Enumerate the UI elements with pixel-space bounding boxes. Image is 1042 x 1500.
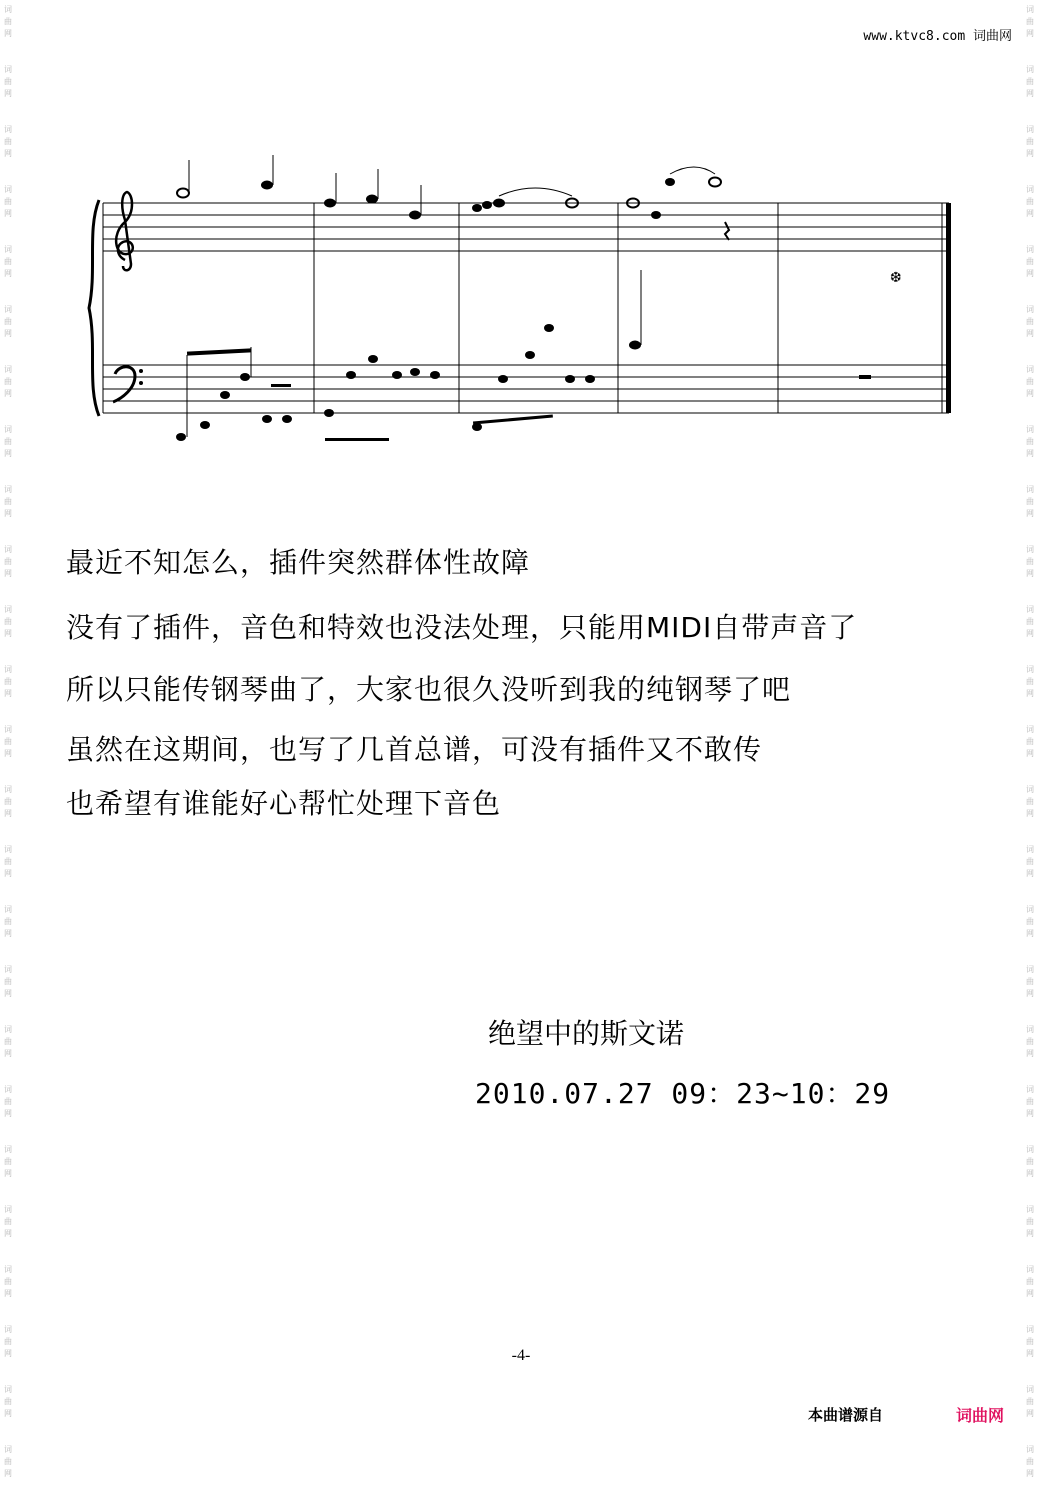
watermark-char: 曲 xyxy=(1026,1097,1034,1106)
watermark-unit xyxy=(1022,840,1038,900)
watermark-char: 网 xyxy=(1026,1169,1034,1178)
watermark-unit xyxy=(1022,780,1038,840)
watermark-char: 词 xyxy=(1026,245,1034,254)
watermark-char: 曲 xyxy=(4,1277,12,1286)
music-score xyxy=(85,160,965,460)
watermark-char: 曲 xyxy=(4,17,12,26)
watermark-char: 曲 xyxy=(1026,1277,1034,1286)
watermark-char: 曲 xyxy=(4,1397,12,1406)
watermark-char: 词 xyxy=(4,1325,12,1334)
watermark-char: 网 xyxy=(1026,89,1034,98)
watermark-unit xyxy=(1022,240,1038,300)
watermark-char: 网 xyxy=(4,209,12,218)
watermark-char: 曲 xyxy=(4,1097,12,1106)
watermark-char: 网 xyxy=(4,1229,12,1238)
watermark-char: 网 xyxy=(4,1109,12,1118)
body-line-3: 所以只能传钢琴曲了，大家也很久没听到我的纯钢琴了吧 xyxy=(66,673,792,706)
date-time: 2010.07.27 09：23~10：29 xyxy=(475,1077,891,1110)
watermark-char: 网 xyxy=(4,989,12,998)
watermark-unit xyxy=(1022,960,1038,1020)
watermark-char: 曲 xyxy=(4,377,12,386)
watermark-unit xyxy=(1022,480,1038,540)
watermark-char: 网 xyxy=(4,869,12,878)
watermark-char: 词 xyxy=(1026,965,1034,974)
watermark-char: 网 xyxy=(4,749,12,758)
watermark-char: 网 xyxy=(1026,1049,1034,1058)
watermark-char: 词 xyxy=(1026,785,1034,794)
watermark-char: 曲 xyxy=(1026,977,1034,986)
watermark-unit xyxy=(0,1200,16,1260)
watermark-char: 网 xyxy=(4,689,12,698)
watermark-char: 网 xyxy=(1026,689,1034,698)
watermark-unit xyxy=(0,0,16,60)
watermark-char: 曲 xyxy=(4,137,12,146)
watermark-unit xyxy=(0,720,16,780)
watermark-unit xyxy=(1022,60,1038,120)
watermark-char: 词 xyxy=(4,185,12,194)
watermark-char: 网 xyxy=(4,509,12,518)
watermark-unit xyxy=(0,1080,16,1140)
watermark-char: 网 xyxy=(4,629,12,638)
watermark-unit xyxy=(1022,720,1038,780)
watermark-unit xyxy=(0,180,16,240)
watermark-char: 网 xyxy=(4,1469,12,1478)
watermark-char: 词 xyxy=(4,305,12,314)
watermark-char: 词 xyxy=(4,365,12,374)
watermark-char: 词 xyxy=(4,665,12,674)
watermark-unit xyxy=(0,540,16,600)
watermark-char: 词 xyxy=(1026,65,1034,74)
watermark-unit xyxy=(1022,540,1038,600)
watermark-unit xyxy=(0,360,16,420)
watermark-char: 词 xyxy=(4,1205,12,1214)
watermark-char: 网 xyxy=(1026,1229,1034,1238)
author-signature: 绝望中的斯文诺 xyxy=(488,1017,685,1050)
watermark-char: 网 xyxy=(4,449,12,458)
watermark-char: 曲 xyxy=(1026,917,1034,926)
watermark-char: 词 xyxy=(1026,1205,1034,1214)
watermark-char: 词 xyxy=(1026,545,1034,554)
body-line-2: 没有了插件，音色和特效也没法处理，只能用MIDI自带声音了 xyxy=(66,611,858,644)
watermark-char: 词 xyxy=(4,605,12,614)
watermark-char: 网 xyxy=(4,1169,12,1178)
watermark-char: 词 xyxy=(4,245,12,254)
watermark-char: 词 xyxy=(4,5,12,14)
watermark-unit xyxy=(1022,300,1038,360)
watermark-unit xyxy=(1022,180,1038,240)
watermark-char: 词 xyxy=(4,1385,12,1394)
watermark-char: 网 xyxy=(1026,209,1034,218)
watermark-unit xyxy=(1022,900,1038,960)
watermark-char: 曲 xyxy=(4,917,12,926)
watermark-unit xyxy=(1022,120,1038,180)
watermark-char: 词 xyxy=(4,785,12,794)
watermark-char: 网 xyxy=(4,29,12,38)
watermark-char: 曲 xyxy=(1026,317,1034,326)
watermark-char: 曲 xyxy=(4,317,12,326)
watermark-char: 网 xyxy=(4,1349,12,1358)
watermark-char: 网 xyxy=(1026,509,1034,518)
watermark-unit xyxy=(1022,420,1038,480)
watermark-char: 词 xyxy=(1026,905,1034,914)
body-line-5: 也希望有谁能好心帮忙处理下音色 xyxy=(66,787,502,820)
svg-text:❆: ❆ xyxy=(890,270,902,286)
watermark-char: 词 xyxy=(4,65,12,74)
watermark-char: 曲 xyxy=(4,77,12,86)
watermark-unit xyxy=(0,900,16,960)
watermark-unit xyxy=(0,1440,16,1500)
watermark-char: 网 xyxy=(1026,749,1034,758)
watermark-char: 网 xyxy=(4,929,12,938)
watermark-unit xyxy=(1022,1080,1038,1140)
watermark-char: 曲 xyxy=(4,857,12,866)
watermark-char: 曲 xyxy=(1026,1217,1034,1226)
watermark-char: 词 xyxy=(4,485,12,494)
watermark-char: 曲 xyxy=(4,557,12,566)
watermark-char: 网 xyxy=(4,1049,12,1058)
right-watermark-strip xyxy=(1022,0,1038,1478)
watermark-char: 词 xyxy=(4,1025,12,1034)
watermark-char: 网 xyxy=(1026,1409,1034,1418)
watermark-unit xyxy=(1022,1200,1038,1260)
watermark-char: 曲 xyxy=(1026,1397,1034,1406)
watermark-unit xyxy=(0,1380,16,1440)
watermark-char: 曲 xyxy=(4,617,12,626)
watermark-char: 词 xyxy=(4,1265,12,1274)
watermark-char: 词 xyxy=(1026,1445,1034,1454)
watermark-char: 曲 xyxy=(1026,377,1034,386)
watermark-char: 曲 xyxy=(4,497,12,506)
watermark-char: 词 xyxy=(1026,1265,1034,1274)
watermark-char: 网 xyxy=(4,569,12,578)
watermark-char: 曲 xyxy=(4,1457,12,1466)
watermark-char: 曲 xyxy=(1026,257,1034,266)
watermark-char: 网 xyxy=(1026,1109,1034,1118)
watermark-unit xyxy=(1022,660,1038,720)
watermark-unit xyxy=(1022,360,1038,420)
watermark-char: 网 xyxy=(1026,809,1034,818)
watermark-unit xyxy=(0,300,16,360)
watermark-char: 曲 xyxy=(1026,197,1034,206)
watermark-char: 网 xyxy=(4,1289,12,1298)
watermark-char: 词 xyxy=(1026,845,1034,854)
body-line-4: 虽然在这期间，也写了几首总谱，可没有插件又不敢传 xyxy=(66,733,763,766)
watermark-char: 网 xyxy=(4,329,12,338)
watermark-char: 词 xyxy=(4,425,12,434)
watermark-char: 曲 xyxy=(1026,797,1034,806)
watermark-char: 曲 xyxy=(1026,1157,1034,1166)
watermark-char: 曲 xyxy=(1026,17,1034,26)
watermark-char: 网 xyxy=(4,1409,12,1418)
watermark-char: 曲 xyxy=(1026,1037,1034,1046)
watermark-char: 网 xyxy=(1026,1289,1034,1298)
watermark-char: 词 xyxy=(4,965,12,974)
watermark-unit xyxy=(1022,1260,1038,1320)
watermark-unit xyxy=(1022,1440,1038,1500)
watermark-char: 网 xyxy=(1026,869,1034,878)
watermark-char: 网 xyxy=(1026,29,1034,38)
watermark-char: 曲 xyxy=(4,977,12,986)
watermark-unit xyxy=(0,780,16,840)
watermark-char: 网 xyxy=(4,269,12,278)
watermark-char: 词 xyxy=(1026,125,1034,134)
watermark-char: 网 xyxy=(1026,329,1034,338)
watermark-char: 词 xyxy=(4,725,12,734)
watermark-char: 曲 xyxy=(1026,77,1034,86)
watermark-unit xyxy=(0,960,16,1020)
watermark-char: 词 xyxy=(4,125,12,134)
watermark-char: 网 xyxy=(1026,389,1034,398)
watermark-char: 网 xyxy=(1026,629,1034,638)
watermark-unit xyxy=(1022,600,1038,660)
watermark-char: 曲 xyxy=(4,1037,12,1046)
watermark-char: 网 xyxy=(1026,269,1034,278)
watermark-char: 曲 xyxy=(1026,137,1034,146)
watermark-char: 曲 xyxy=(4,797,12,806)
watermark-char: 网 xyxy=(4,809,12,818)
watermark-char: 词 xyxy=(1026,5,1034,14)
watermark-char: 网 xyxy=(1026,449,1034,458)
watermark-char: 网 xyxy=(4,389,12,398)
watermark-unit xyxy=(1022,1140,1038,1200)
watermark-char: 词 xyxy=(1026,485,1034,494)
watermark-char: 曲 xyxy=(4,737,12,746)
watermark-char: 曲 xyxy=(1026,1337,1034,1346)
watermark-unit xyxy=(0,600,16,660)
watermark-char: 词 xyxy=(1026,1325,1034,1334)
watermark-unit xyxy=(0,240,16,300)
watermark-unit xyxy=(1022,0,1038,60)
watermark-char: 词 xyxy=(1026,1145,1034,1154)
header-url[interactable]: www.ktvc8.com 词曲网 xyxy=(863,29,1012,44)
watermark-char: 曲 xyxy=(1026,737,1034,746)
watermark-char: 网 xyxy=(4,149,12,158)
watermark-char: 网 xyxy=(1026,989,1034,998)
watermark-char: 网 xyxy=(4,89,12,98)
watermark-char: 网 xyxy=(1026,1469,1034,1478)
watermark-char: 词 xyxy=(1026,365,1034,374)
watermark-char: 曲 xyxy=(1026,677,1034,686)
watermark-char: 词 xyxy=(4,905,12,914)
watermark-char: 词 xyxy=(1026,425,1034,434)
watermark-char: 曲 xyxy=(4,257,12,266)
footer-source-label: 本曲谱源自 xyxy=(808,1406,884,1424)
watermark-unit xyxy=(0,1260,16,1320)
watermark-char: 词 xyxy=(1026,305,1034,314)
watermark-char: 词 xyxy=(1026,665,1034,674)
body-line-1: 最近不知怎么，插件突然群体性故障 xyxy=(66,546,531,579)
watermark-unit xyxy=(0,60,16,120)
watermark-unit xyxy=(0,660,16,720)
watermark-char: 曲 xyxy=(1026,1457,1034,1466)
watermark-unit xyxy=(0,420,16,480)
watermark-unit xyxy=(0,1020,16,1080)
watermark-char: 曲 xyxy=(1026,617,1034,626)
watermark-char: 曲 xyxy=(1026,437,1034,446)
watermark-unit xyxy=(1022,1020,1038,1080)
watermark-char: 词 xyxy=(4,545,12,554)
watermark-char: 曲 xyxy=(4,437,12,446)
watermark-char: 曲 xyxy=(1026,557,1034,566)
watermark-char: 网 xyxy=(1026,569,1034,578)
watermark-char: 词 xyxy=(1026,605,1034,614)
watermark-char: 词 xyxy=(1026,1085,1034,1094)
watermark-char: 网 xyxy=(1026,1349,1034,1358)
watermark-char: 曲 xyxy=(4,1217,12,1226)
watermark-char: 曲 xyxy=(4,1157,12,1166)
watermark-char: 词 xyxy=(4,1145,12,1154)
watermark-char: 词 xyxy=(1026,1025,1034,1034)
watermark-char: 词 xyxy=(4,845,12,854)
watermark-char: 曲 xyxy=(4,677,12,686)
watermark-char: 网 xyxy=(1026,929,1034,938)
page-number: -4- xyxy=(511,1347,531,1364)
watermark-char: 词 xyxy=(1026,725,1034,734)
watermark-char: 词 xyxy=(4,1445,12,1454)
watermark-char: 曲 xyxy=(1026,497,1034,506)
watermark-char: 曲 xyxy=(4,1337,12,1346)
watermark-unit xyxy=(0,480,16,540)
watermark-char: 网 xyxy=(1026,149,1034,158)
watermark-char: 曲 xyxy=(1026,857,1034,866)
watermark-char: 曲 xyxy=(4,197,12,206)
left-watermark-strip xyxy=(0,0,16,1478)
watermark-char: 词 xyxy=(1026,1385,1034,1394)
watermark-char: 词 xyxy=(4,1085,12,1094)
watermark-unit xyxy=(0,840,16,900)
watermark-char: 词 xyxy=(1026,185,1034,194)
footer-brand-link[interactable]: 词曲网 xyxy=(956,1406,1005,1425)
watermark-unit xyxy=(0,120,16,180)
watermark-unit xyxy=(0,1140,16,1200)
watermark-unit xyxy=(1022,1380,1038,1440)
